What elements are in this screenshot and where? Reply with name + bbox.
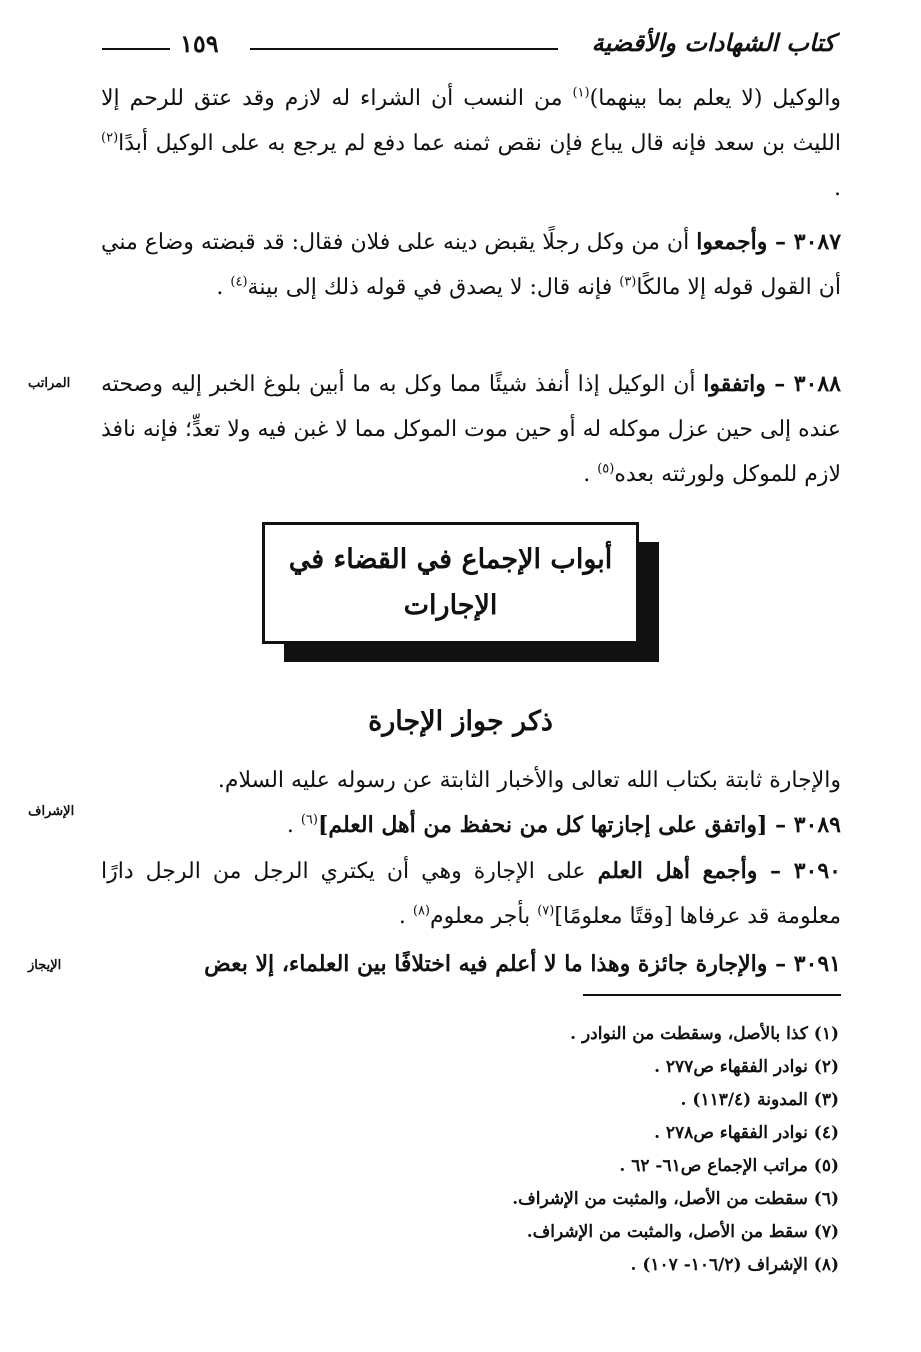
footnote-8: (٨) الإشراف (١٠٦/٢- ١٠٧) . <box>630 1255 839 1275</box>
entry-number-3088: ٣٠٨٨ – واتفقوا <box>703 371 841 397</box>
p6-end: . <box>398 904 413 929</box>
p7-text: والإجارة جائزة وهذا ما لا أعلم فيه اختلافًا بين العلماء، إلا بعض <box>204 951 776 977</box>
footnote-ref-1[interactable]: (١) <box>572 85 590 101</box>
header-rule <box>250 48 558 50</box>
chapter-heading-line-2: الإجارات <box>403 590 498 621</box>
paragraph-3088 <box>101 362 841 497</box>
footnote-ref-8[interactable]: (٨) <box>412 903 430 919</box>
paragraph-3091 <box>101 942 841 987</box>
footnote-ref-7[interactable]: (٧) <box>537 903 555 919</box>
p2-end: . <box>216 275 231 300</box>
footnote-5: (٥) مراتب الإجماع ص٦١- ٦٢ . <box>619 1156 839 1176</box>
p1-text-b: من النسب أن الشراء له لازم وقد عتق للرحم إلا الليث بن سعد فإنه قال يباع فإن نقص ثمنه عما دفع لم يرجع به على الوكيل أبدًا <box>101 86 841 156</box>
p2-text-a: أن من وكل رجلًا يقبض دينه على فلان فقال: قد قبضته وضاع مني أن القول قوله إلا مالكًا <box>101 230 841 300</box>
margin-note-ishraf: الإشراف <box>28 804 75 819</box>
margin-note-maratib: المراتب <box>28 376 71 391</box>
p3-text: أن الوكيل إذا أنفذ شيئًا مما وكل به ما أبين بلوغ الخبر إليه وصحته عنده إلى حين عزل موكله له أو حين موت الموكل مما لا غبن فيه ولا تعدٍّ؛ فإنه نافذ لازم للموكل ولورثته بعده <box>101 372 841 487</box>
paragraph-3089 <box>101 803 841 848</box>
footnote-6: (٦) سقطت من الأصل، والمثبت من الإشراف. <box>512 1189 839 1209</box>
p2-text-b: فإنه قال: لا يصدق في قوله ذلك إلى بينة <box>247 275 620 300</box>
entry-number-3087: ٣٠٨٧ – وأجمعوا <box>696 229 842 255</box>
paragraph-intro <box>101 758 841 803</box>
entry-number-3091: ٣٠٩١ – <box>775 951 841 977</box>
footnote-ref-5[interactable]: (٥) <box>597 461 615 477</box>
footnote-separator <box>583 994 841 996</box>
entry-number-3089: ٣٠٨٩ – <box>775 812 841 838</box>
entry-number-3090: ٣٠٩٠ – وأجمع أهل العلم <box>597 858 841 884</box>
p5-end: . <box>286 813 301 838</box>
page-number: ١٥٩ <box>180 29 219 58</box>
section-title: ذكر جواز الإجارة <box>368 706 553 737</box>
p4-text: والإجارة ثابتة بكتاب الله تعالى والأخبار الثابتة عن رسوله عليه السلام. <box>217 768 841 793</box>
paragraph-3087 <box>101 220 841 310</box>
paragraph-1 <box>101 76 841 211</box>
chapter-heading-box <box>262 522 659 662</box>
paragraph-3090 <box>101 849 841 939</box>
margin-note-ijaz: الإيجاز <box>28 958 62 973</box>
p6-text-b: بأجر معلوم <box>430 904 538 929</box>
footnote-3: (٣) المدونة (١١٣/٤) . <box>680 1090 839 1110</box>
footnote-2: (٢) نوادر الفقهاء ص٢٧٧ . <box>654 1057 839 1077</box>
p3-end: . <box>583 462 598 487</box>
footnotes <box>512 1018 839 1282</box>
footnote-7: (٧) سقط من الأصل، والمثبت من الإشراف. <box>526 1222 839 1242</box>
p6-text-a: على الإجارة وهي أن يكتري الرجل من الرجل دارًا معلومة قد عرفاها [وقتًا معلومًا] <box>101 859 841 929</box>
header-rule-short <box>102 48 170 50</box>
footnote-1: (١) كذا بالأصل، وسقطت من النوادر . <box>570 1024 839 1044</box>
p5-text: [واتفق على إجازتها كل من نحفظ من أهل العلم] <box>317 812 776 838</box>
footnote-ref-6[interactable]: (٦) <box>300 812 318 828</box>
p1-text-a: والوكيل (لا يعلم بما بينهما) <box>589 86 841 111</box>
footnote-ref-3[interactable]: (٣) <box>619 274 637 290</box>
chapter-heading-line-1: أبواب الإجماع في القضاء في <box>288 544 613 575</box>
footnote-ref-2[interactable]: (٢) <box>101 130 119 146</box>
p1-end: . <box>834 176 841 201</box>
chapter-heading <box>262 522 639 644</box>
footnote-ref-4[interactable]: (٤) <box>230 274 248 290</box>
footnote-4: (٤) نوادر الفقهاء ص٢٧٨ . <box>654 1123 839 1143</box>
running-header-title: كتاب الشهادات والأقضية <box>591 28 835 57</box>
